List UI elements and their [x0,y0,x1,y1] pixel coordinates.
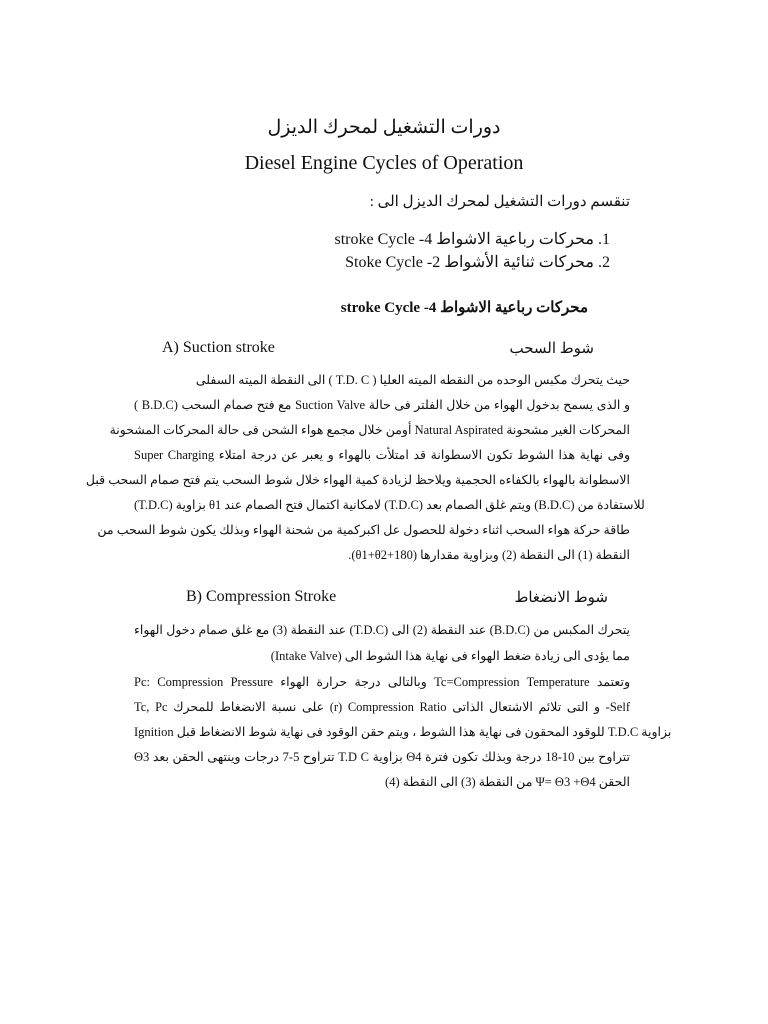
paragraph-line: Ignition للوقود المحقون فى نهاية هذا الشوط ، ويتم حقن الوقود فى نهاية شوط الانضغاط قبل T.D.C بزاوية [134,725,672,739]
paragraph-line: Tc, Pc على نسبة الانضغاط للمحرك (r) Compression Ratio و التى تلائم الاشتعال الذاتى -Self [134,700,630,714]
paragraph-line: حيث يتحرك مكبس الوحده من النقطه الميته العليا ( T.D. C ) الى النقطة الميته السفلى [195,373,630,387]
paragraph-line: الاسطوانة بالهواء بالكفاءه الحجمية ويلاحظ لزيادة كمية الهواء خلال شوط السحب يتم فتح صمام السحب قبل [85,473,630,487]
paragraph-line: Super Charging وفى نهاية هذا الشوط تكون الاسطوانة قد امتلأت بالهواء و يعبر عن درجة امتلاء [134,448,631,462]
document-title-arabic: دورات التشغيل لمحرك الديزل [267,117,501,138]
section-a-title-english: A) Suction stroke [162,339,275,356]
paragraph-line: Pc: Compression Pressure وبالتالى درجة حرارة الهواء Tc=Compression Temperature وتعتمد [134,675,630,689]
list-item: 2. محركات ثنائية الأشواط 2- Stoke Cycle [345,254,610,271]
paragraph-line: (Intake Valve) مما يؤدى الى زيادة ضغط الهواء فى نهاية هذا الشوط الى [270,649,630,663]
paragraph-line: ( B.D.C) مع فتح صمام السحب Suction Valve و الذى يسمح بدخول الهواء من خلال الفلتر فى حالة [134,398,630,412]
paragraph-line: يتحرك المكبس من (B.D.C) عند النقطة (2) الى (T.D.C) عند النقطة (3) مع غلق صمام دخول الهواء [134,623,631,637]
document-title-english: Diesel Engine Cycles of Operation [244,152,524,174]
paragraph-line: Θ3 تتراوح 5-7 درجات وينتهى الحقن بعد T.D C بزاوية Θ4 تتراوح بين 10-18 درجة وبذلك تكون فترة [134,750,631,764]
intro-text: تنقسم دورات التشغيل لمحرك الديزل الى : [369,194,630,210]
paragraph-line: المحركات الغير مشحونة Natural Aspirated أومن خلال مجمع هواء الشحن فى حالة المحركات المشحونة [109,423,630,437]
paragraph-line: (T.D.C) بزاوية θ1 لامكانية اكتمال فتح الصمام عند (T.D.C) ويتم غلق الصمام بعد (B.D.C) للاستفادة من [134,498,645,512]
section-b-title-english: B) Compression Stroke [186,588,337,605]
section-b-title-arabic: شوط الانضغاط [514,590,608,606]
section-a-title-arabic: شوط السحب [509,341,594,357]
paragraph-line: الحقن Ψ= Θ3 +Θ4 من النقطة (3) الى النقطة (4) [385,775,630,789]
list-item: 1. محركات رباعية الاشواط 4- stroke Cycle [334,231,610,248]
paragraph-line: طاقة حركة هواء السحب اثناء دخولة للحصول عل اكبركمية من شحنة الهواء وبذلك يكون شوط السحب من [97,523,630,537]
section-heading: محركات رباعية الاشواط 4- stroke Cycle [340,300,588,316]
paragraph-line: النقطة (1) الى النقطة (2) وبزاوية مقدارها (180+θ1+θ2). [348,548,630,562]
